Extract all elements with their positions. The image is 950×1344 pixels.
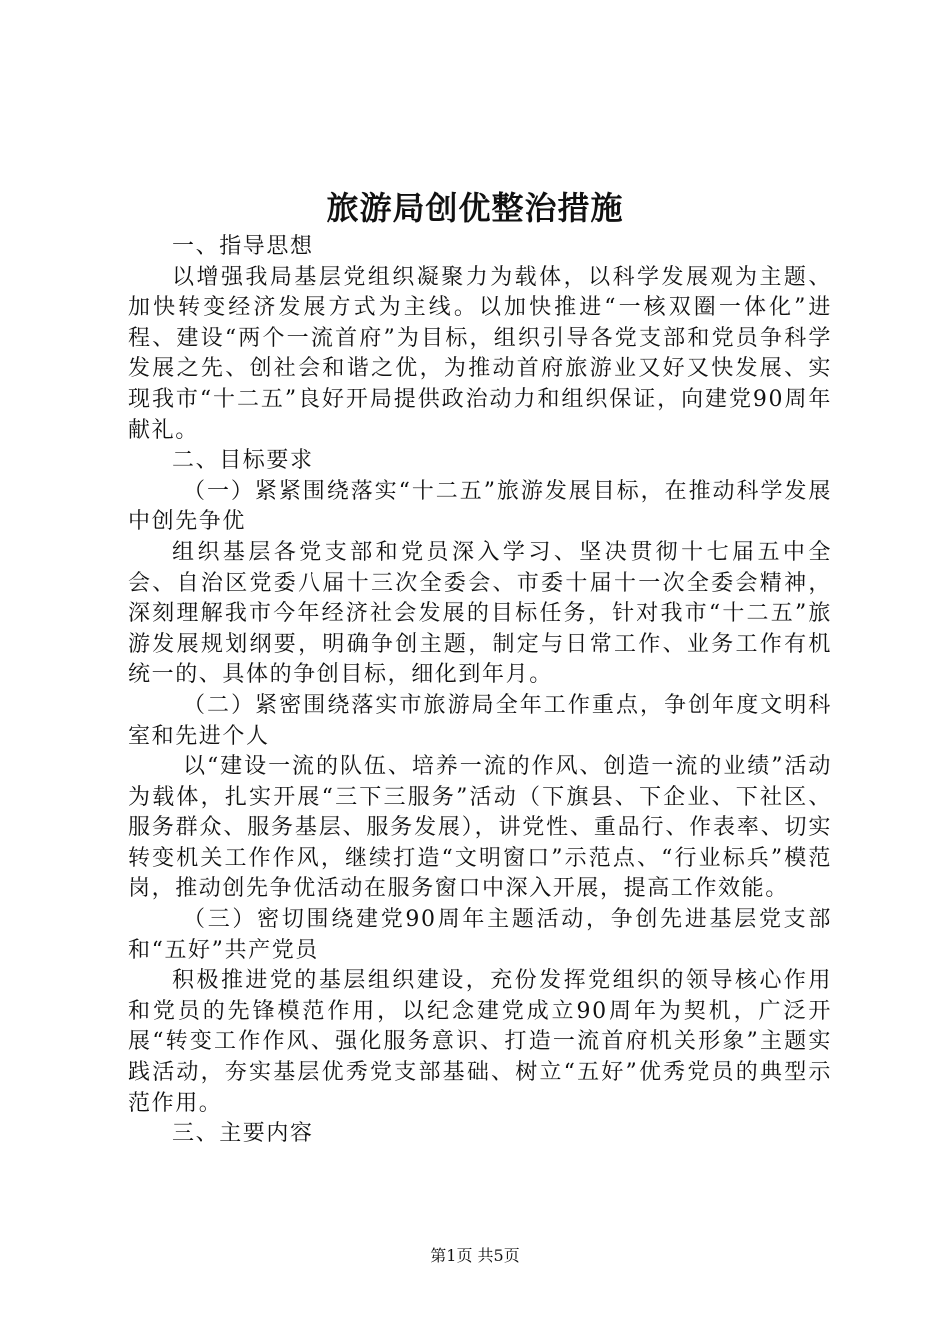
section-heading-main-content: 三、主要内容 — [172, 1121, 314, 1147]
paragraph-goal-3: 积极推进党的基层组织建设，充份发挥党组织的领导核心作用和党员的先锋模范作用，以纪念建党成立90周年为契机，广泛开展“转变工作作风、强化服务意识、打造一流首府机关形象”主题实践活动，夯实基层优秀党支部基础、树立“五好”优秀党员的典型示范作用。 — [128, 968, 832, 1116]
paragraph-goal-2: 以“建设一流的队伍、培养一流的作风、创造一流的业绩”活动为载体，扎实开展“三下三服务”活动（下旗县、下企业、下社区、服务群众、服务基层、服务发展），讲党性、重品行、作表率、切实转变机关工作作风，继续打造“文明窗口”示范点、“行业标兵”模范岗，推动创先争优活动在服务窗口中深入开展，提高工作效能。 — [128, 754, 832, 902]
paragraph-goal-1: 组织基层各党支部和党员深入学习、坚决贯彻十七届五中全会、自治区党委八届十三次全委会、市委十届十一次全委会精神，深刻理解我市今年经济社会发展的目标任务，针对我市“十二五”旅游发展规划纲要，明确争创主题，制定与日常工作、业务工作有机统一的、具体的争创目标，细化到年月。 — [128, 539, 832, 688]
subheading-goal-2: （二）紧密围绕落实市旅游局全年工作重点，争创年度文明科室和先进个人 — [128, 692, 832, 749]
subheading-goal-3: （三）密切围绕建党90周年主题活动，争创先进基层党支部和“五好”共产党员 — [128, 907, 832, 963]
document-body — [128, 232, 832, 1150]
subheading-goal-1: （一）紧紧围绕落实“十二五”旅游发展目标，在推动科学发展中创先争优 — [128, 478, 832, 535]
section-heading-goals: 二、目标要求 — [172, 448, 314, 474]
paragraph-guiding-ideology: 以增强我局基层党组织凝聚力为载体，以科学发展观为主题、加快转变经济发展方式为主线。以加快推进“一核双圈一体化”进程、建设“两个一流首府”为目标，组织引导各党支部和党员争科学发展之先、创社会和谐之优，为推动首府旅游业又好又快发展、实现我市“十二五”良好开局提供政治动力和组织保证，向建党90周年献礼。 — [128, 264, 832, 443]
section-heading-guiding-ideology: 一、指导思想 — [172, 234, 314, 259]
document-title: 旅游局创优整治措施 — [326, 189, 624, 227]
page-number-footer: 第1页 共5页 — [430, 1246, 520, 1265]
